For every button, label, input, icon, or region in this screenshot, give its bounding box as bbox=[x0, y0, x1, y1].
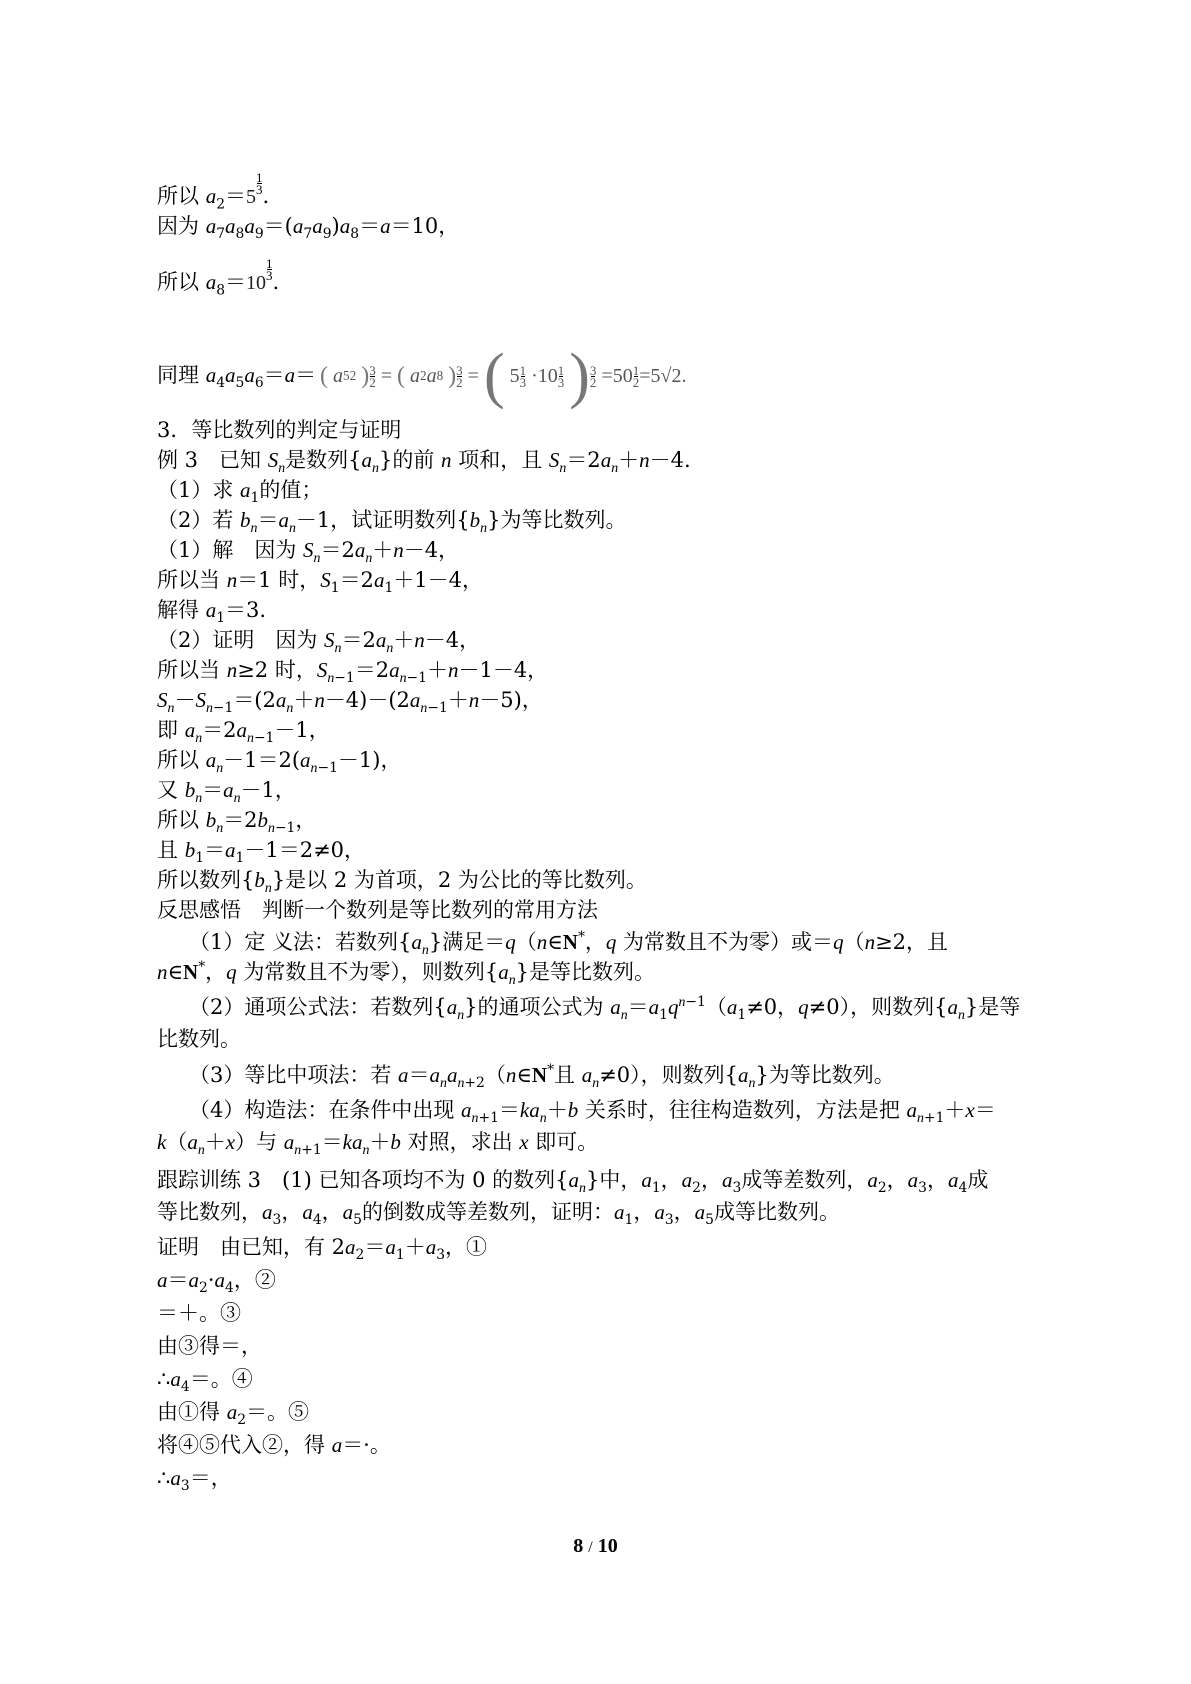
line-l09: （1）解 因为 $S_n=2a_n+n-4$， bbox=[157, 538, 460, 566]
line-l12: （2）证明 因为 $S_n=2a_n+n-4$， bbox=[157, 628, 481, 656]
line-l26: 跟踪训练 3 (1) 已知各项均不为 0 的数列$\{a_n\}$中，$a_1$，$a_2$，$a_3$成等差数列，$a_2$，$a_3$，$a_4$成 bbox=[157, 1168, 989, 1197]
page-total: 10 bbox=[597, 1535, 618, 1557]
section-heading: 3．等比数列的判定与证明 bbox=[157, 418, 402, 442]
line-l20: 所以数列$\{b_n\}$是以 2 为首项，2 为公比的等比数列。 bbox=[157, 868, 647, 896]
line-l23-cont: 比数列。 bbox=[157, 1027, 241, 1051]
line-l19: 且 $b_1=a_1-1=2\ne 0$， bbox=[157, 838, 366, 867]
page-current: 8 bbox=[573, 1535, 584, 1557]
line-l25: （4）构造法：在条件中出现 $a_{n+1}=ka_n+b$ 关系时，往往构造数列，方法是把 $a_{n+1}+x=$ bbox=[189, 1098, 996, 1127]
line-l24: （3）等比中项法：若 $a=a_na_{n+2}(n\in N^*$且 $a_n\ne 0$），则数列$\{a_n\}$为等比数列。 bbox=[189, 1062, 895, 1092]
line-l07: （1）求 $a_1$的值； bbox=[157, 478, 323, 507]
line-l33: 将④⑤代入②，得 a＝·。 bbox=[157, 1433, 391, 1457]
line-l27: 证明 由已知，有 $2a_2=a_1+a_3$，① bbox=[157, 1235, 488, 1264]
line-l22: （1）定 义法：若数列$\{a_n\}$满足＝q（n∈N*，q 为常数且不为零）或＝q（n≥2，且 bbox=[189, 929, 949, 958]
page-number bbox=[0, 1535, 1191, 1558]
line-l30: 由③得＝， bbox=[157, 1334, 262, 1358]
line-l31: $\therefore a_4=$。④ bbox=[157, 1367, 253, 1396]
line-l11: 解得 $a_1=3$. bbox=[157, 598, 267, 627]
line-l34: $\therefore a_3=$， bbox=[157, 1466, 232, 1495]
line-l26-cont: 等比数列，$a_3$，$a_4$，$a_5$的倒数成等差数列，证明：$a_1$，$a_3$，$a_5$成等比数列。 bbox=[157, 1200, 840, 1229]
line-l10: 所以当 n＝1 时，$S_1=2a_1+1-4$， bbox=[157, 568, 483, 597]
line-l02: 因为 $a_7a_8a_9=(a_7a_9)a_8=a=10$， bbox=[157, 214, 460, 243]
line-l17: 又 $b_n=a_n-1$， bbox=[157, 778, 296, 806]
line-l25-cont: $k(a_n+x)$与 $a_{n+1}=ka_n+b$ 对照，求出 x 即可。 bbox=[157, 1130, 599, 1159]
line-l32: 由①得 $a_2=$。⑤ bbox=[157, 1400, 310, 1429]
line-l23: （2）通项公式法：若数列$\{a_n\}$的通项公式为 $a_n=a_1q^{n-1}(a_1\ne 0$，q≠0），则数列$\{a_n\}$是等 bbox=[189, 994, 1021, 1024]
line-l28: $a=a_2\cdot a_4$，② bbox=[157, 1268, 276, 1297]
line-l22-cont: n∈N*，q 为常数且不为零），则数列$\{a_n\}$是等比数列。 bbox=[157, 959, 656, 988]
line-l13: 所以当 n≥2 时，$S_{n-1}=2a_{n-1}+n-1-4$， bbox=[157, 658, 549, 687]
line-l15: 即 $a_n=2a_{n-1}-1$， bbox=[157, 718, 330, 747]
line-l06: 例 3 已知 $S_n$是数列$\{a_n\}$的前 n 项和，且 $S_n=2a_n+n-4$. bbox=[157, 448, 691, 476]
line-l18: 所以 $b_n=2b_{n-1}$， bbox=[157, 808, 317, 837]
page-separator: / bbox=[588, 1539, 593, 1556]
line-l04: 同理 $a_4a_5a_6=a=$ bbox=[157, 363, 317, 392]
math-formula-image: ( a 5 2 ) $\frac{3}{2}$ = ( a 2 a 8 ) $\frac{3}{2}$ = ( 5 $\frac{1}{3}$ ·10 $\frac{1}{3}$ ) $\frac{3}{2}$ =50 $\frac{1}{2}$ =5√2. bbox=[320, 342, 687, 410]
line-l14: $S_n-S_{n-1}=(2a_n+n-4)-(2a_{n-1}+n-5)$， bbox=[157, 688, 543, 717]
line-l08: （2）若 $b_n=a_n-1$，试证明数列$\{b_n\}$为等比数列。 bbox=[157, 508, 627, 536]
line-l21: 反思感悟 判断一个数列是等比数列的常用方法 bbox=[157, 898, 598, 922]
line-l16: 所以 $a_n-1=2(a_{n-1}-1)$， bbox=[157, 748, 402, 777]
line-l01: 所以 $a_2=5\frac{1}{3}$. bbox=[157, 170, 270, 213]
line-l29: ＝＋。③ bbox=[157, 1301, 241, 1325]
line-l03: 所以 $a_8=10\frac{1}{3}$. bbox=[157, 256, 280, 299]
